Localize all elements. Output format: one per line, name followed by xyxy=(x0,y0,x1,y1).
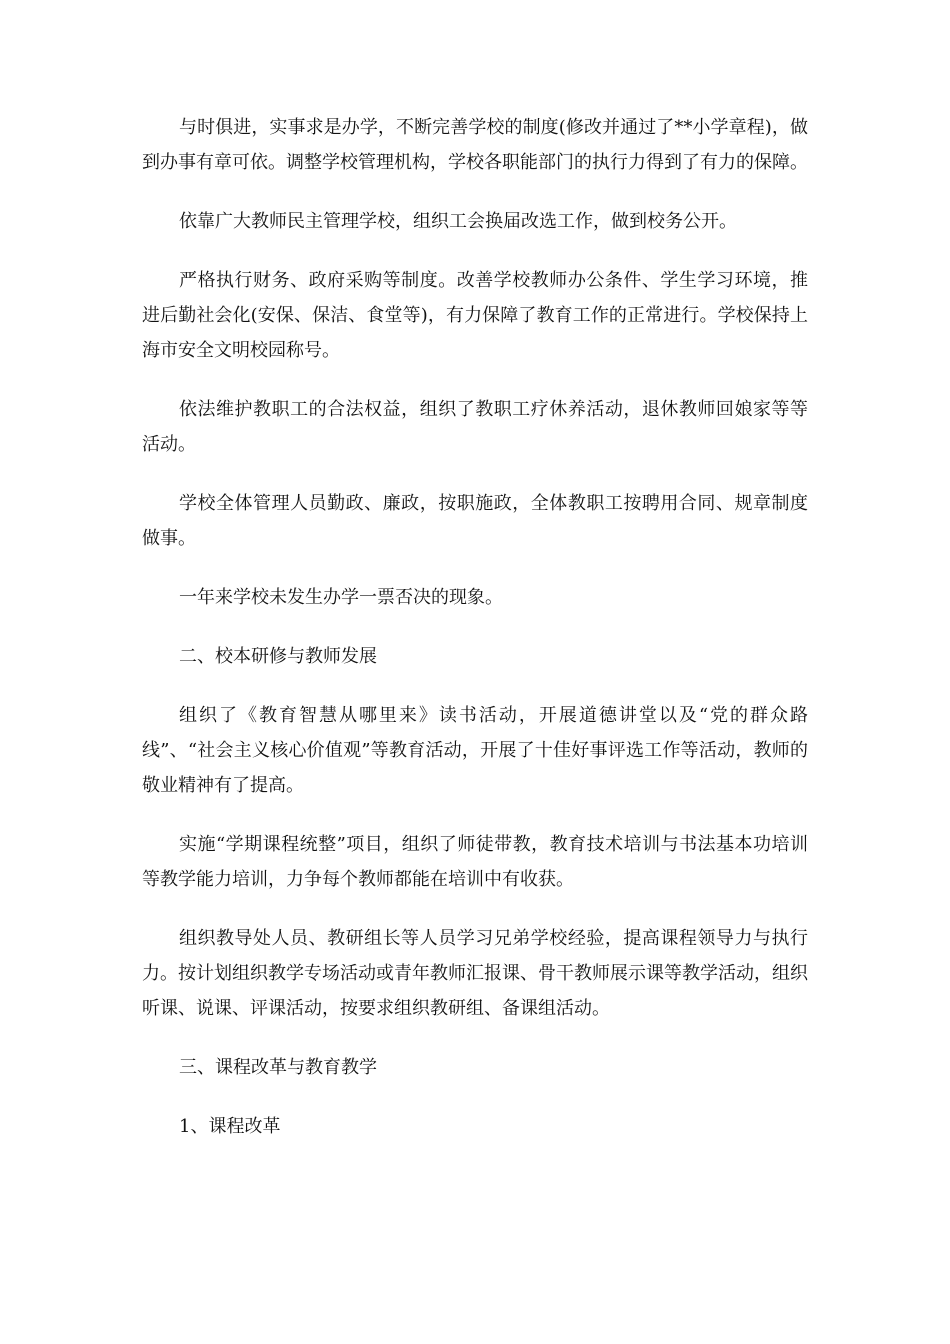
paragraph-no-veto: 一年来学校未发生办学一票否决的现象。 xyxy=(179,587,503,608)
section-heading-teacher-development: 二、校本研修与教师发展 xyxy=(179,646,377,667)
subsection-heading-curriculum-reform: 1、课程改革 xyxy=(179,1116,281,1137)
paragraph-integrity: 学校全体管理人员勤政、廉政，按职施政，全体教职工按聘用合同、规章制度做事。 xyxy=(142,493,808,549)
paragraph-staff-rights: 依法维护教职工的合法权益，组织了教职工疗休养活动，退休教师回娘家等等活动。 xyxy=(142,399,808,455)
paragraph-teaching-research: 组织教导处人员、教研组长等人员学习兄弟学校经验，提高课程领导力与执行力。按计划组织教学专场活动或青年教师汇报课、骨干教师展示课等教学活动，组织听课、说课、评课活动，按要求组织教研组、备课组活动。 xyxy=(142,928,808,1019)
paragraph-democratic-management: 依靠广大教师民主管理学校，组织工会换届改选工作，做到校务公开。 xyxy=(179,211,737,232)
document-body xyxy=(142,110,808,1168)
paragraph-management-system: 与时俱进，实事求是办学，不断完善学校的制度(修改并通过了**小学章程)，做到办事有章可依。调整学校管理机构，学校各职能部门的执行力得到了有力的保障。 xyxy=(142,117,808,173)
section-heading-curriculum-reform: 三、课程改革与教育教学 xyxy=(179,1057,377,1078)
paragraph-curriculum-project: 实施“学期课程统整”项目，组织了师徒带教，教育技术培训与书法基本功培训等教学能力培训，力争每个教师都能在培训中有收获。 xyxy=(142,834,808,890)
paragraph-reading-activities: 组织了《教育智慧从哪里来》读书活动，开展道德讲堂以及“党的群众路线”、“社会主义核心价值观”等教育活动，开展了十佳好事评选工作等活动，教师的敬业精神有了提高。 xyxy=(142,705,808,796)
paragraph-finance-logistics: 严格执行财务、政府采购等制度。改善学校教师办公条件、学生学习环境，推进后勤社会化(安保、保洁、食堂等)，有力保障了教育工作的正常进行。学校保持上海市安全文明校园称号。 xyxy=(142,270,808,361)
